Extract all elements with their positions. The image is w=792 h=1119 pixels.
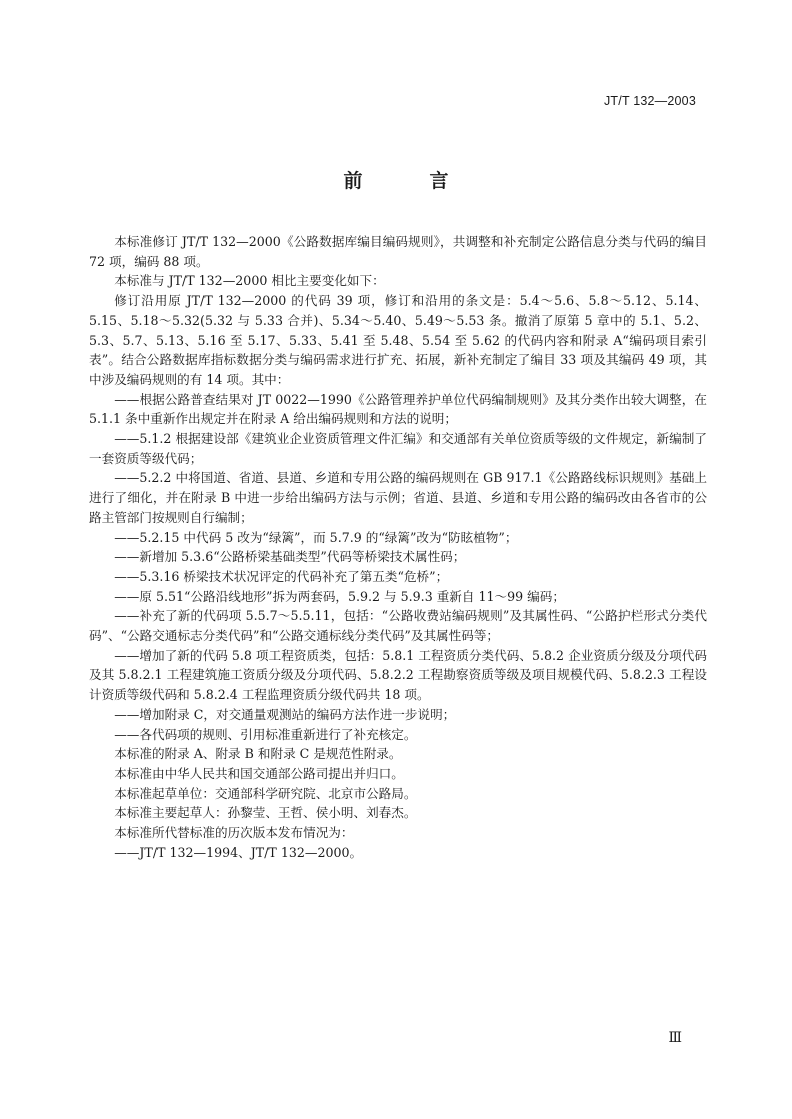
page-number: Ⅲ (668, 1031, 682, 1046)
paragraph: ——5.2.15 中代码 5 改为“绿篱”，而 5.7.9 的“绿篱”改为“防眩植物”； (114, 529, 518, 545)
paragraph: ——增加了新的代码 5.8 项工程资质类，包括：5.8.1 工程资质分类代码、5.8.2 企业资质分级及分项代码及其 5.8.2.1 工程建筑施工资质分级及分项代码、5.8.2.2 工程勘察资质等级及项目规模代码、5.8.2.3 工程设计资质等级代码和 5.8.2.4 工程监理资质分级代码共 18 项。 (89, 647, 707, 703)
document-code: JT/T 132—2003 (603, 94, 696, 108)
page-title: 前 言 (343, 170, 473, 192)
paragraph: ——各代码项的规则、引用标准重新进行了补充核定。 (114, 726, 417, 742)
paragraph: 本标准所代替标准的历次版本发布情况为： (114, 825, 354, 841)
paragraph: ——5.3.16 桥梁技术状况评定的代码补充了第五类“危桥”； (114, 568, 449, 584)
paragraph: 本标准主要起草人：孙黎莹、王哲、侯小明、刘春杰。 (114, 805, 417, 821)
paragraph: ——JT/T 132—1994、JT/T 132—2000。 (114, 844, 363, 860)
paragraph: ——5.1.2 根据建设部《建筑业企业资质管理文件汇编》和交通部有关单位资质等级的文件规定，新编制了一套资质等级代码； (89, 431, 707, 466)
paragraph: 本标准修订 JT/T 132—2000《公路数据库编目编码规则》，共调整和补充制定公路信息分类与代码的编目 72 项，编码 88 项。 (89, 234, 707, 269)
paragraph: ——根据公路普查结果对 JT 0022—1990《公路管理养护单位代码编制规则》及其分类作出较大调整，在 5.1.1 条中重新作出规定并在附录 A 给出编码规则和方法的说明； (89, 391, 707, 427)
paragraph: ——原 5.51“公路沿线地形”拆为两套码，5.9.2 与 5.9.3 重新自 11～99 编码； (114, 588, 565, 604)
paragraph: ——增加附录 C，对交通量观测站的编码方法作进一步说明； (114, 706, 456, 722)
paragraph: 本标准起草单位：交通部科学研究院、北京市公路局。 (114, 785, 417, 801)
paragraph: 本标准的附录 A、附录 B 和附录 C 是规范性附录。 (114, 746, 402, 762)
paragraph: 本标准与 JT/T 132—2000 相比主要变化如下： (114, 273, 385, 289)
paragraph: ——补充了新的代码项 5.5.7～5.5.11，包括：“公路收费站编码规则”及其属性码、“公路护栏形式分类代码”、“公路交通标志分类代码”和“公路交通标线分类代码”及其属性码等； (89, 608, 707, 644)
paragraph: 本标准由中华人民共和国交通部公路司提出并归口。 (114, 765, 404, 781)
paragraph: ——新增加 5.3.6“公路桥梁基础类型”代码等桥梁技术属性码； (114, 549, 466, 565)
body-text (89, 232, 707, 863)
paragraph: ——5.2.2 中将国道、省道、县道、乡道和专用公路的编码规则在 GB 917.1《公路路线标识规则》基础上进行了细化，并在附录 B 中进一步给出编码方法与示例；省道、县道、乡道和专用公路的编码改由各省市的公路主管部门按规则自行编制； (89, 470, 707, 525)
paragraph: 修订沿用原 JT/T 132—2000 的代码 39 项，修订和沿用的条文是：5.4～5.6、5.8～5.12、5.14、5.15、5.18～5.32(5.32 与 5.33 合并)、5.34～5.40、5.49～5.53 条。撤消了原第 5 章中的 5.1、5.2、5.3、5.7、5.13、5.16 至 5.17、5.33、5.41 至 5.48、5.54 至 5.62 的代码内容和附录 A“编码项目索引表”。结合公路数据库指标数据分类与编码需求进行扩充、拓展，新补充制定了编目 33 项及其编码 49 项，其中涉及编码规则的有 14 项。其中： (89, 293, 707, 387)
